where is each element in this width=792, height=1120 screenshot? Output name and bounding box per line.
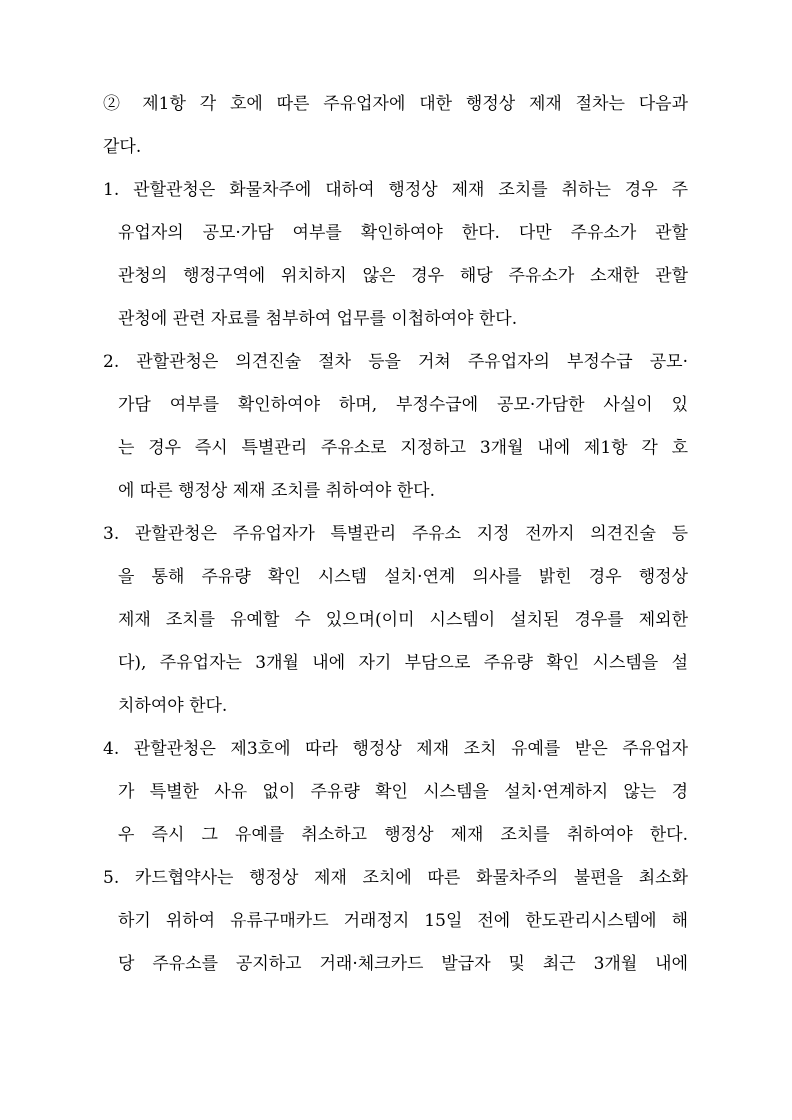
item-3-line-1: 3. 관할관청은 주유업자가 특별관리 주유소 지정 전까지 의견진술 등 bbox=[103, 524, 688, 544]
item-2-line-1: 2. 관할관청은 의견진술 절차 등을 거쳐 주유업자의 부정수급 공모· bbox=[103, 352, 688, 372]
item-1-line-3: 관청의 행정구역에 위치하지 않은 경우 해당 주유소가 소재한 관할 bbox=[118, 266, 688, 286]
item-5-line-3: 당 주유소를 공지하고 거래·체크카드 발급자 및 최근 3개월 내에 bbox=[118, 954, 688, 974]
item-4-line-3: 우 즉시 그 유예를 취소하고 행정상 제재 조치를 취하여야 한다. bbox=[118, 825, 688, 845]
item-1-line-2: 유업자의 공모·가담 여부를 확인하여야 한다. 다만 주유소가 관할 bbox=[118, 223, 688, 243]
item-1-line-1: 1. 관할관청은 화물차주에 대하여 행정상 제재 조치를 취하는 경우 주 bbox=[103, 180, 688, 200]
item-3-line-5: 치하여야 한다. bbox=[118, 696, 228, 716]
item-2-line-4: 에 따른 행정상 제재 조치를 취하여야 한다. bbox=[118, 481, 436, 501]
item-3-line-4: 다), 주유업자는 3개월 내에 자기 부담으로 주유량 확인 시스템을 설 bbox=[118, 653, 688, 673]
item-2-line-3: 는 경우 즉시 특별관리 주유소로 지정하고 3개월 내에 제1항 각 호 bbox=[118, 438, 688, 458]
item-4-line-1: 4. 관할관청은 제3호에 따라 행정상 제재 조치 유예를 받은 주유업자 bbox=[103, 739, 688, 759]
item-1-line-4: 관청에 관련 자료를 첨부하여 업무를 이첩하여야 한다. bbox=[118, 309, 518, 329]
item-3-line-2: 을 통해 주유량 확인 시스템 설치·연계 의사를 밝힌 경우 행정상 bbox=[118, 567, 688, 587]
item-5-line-2: 하기 위하여 유류구매카드 거래정지 15일 전에 한도관리시스템에 해 bbox=[118, 911, 688, 931]
item-5-line-1: 5. 카드협약사는 행정상 제재 조치에 따른 화물차주의 불편을 최소화 bbox=[103, 868, 688, 888]
item-4-line-2: 가 특별한 사유 없이 주유량 확인 시스템을 설치·연계하지 않는 경 bbox=[118, 782, 688, 802]
intro-line-1: ② 제1항 각 호에 따른 주유업자에 대한 행정상 제재 절차는 다음과 bbox=[103, 94, 688, 114]
intro-line-2: 같다. bbox=[103, 137, 142, 157]
item-3-line-3: 제재 조치를 유예할 수 있으며(이미 시스템이 설치된 경우를 제외한 bbox=[118, 610, 688, 630]
item-2-line-2: 가담 여부를 확인하여야 하며, 부정수급에 공모·가담한 사실이 있 bbox=[118, 395, 688, 415]
